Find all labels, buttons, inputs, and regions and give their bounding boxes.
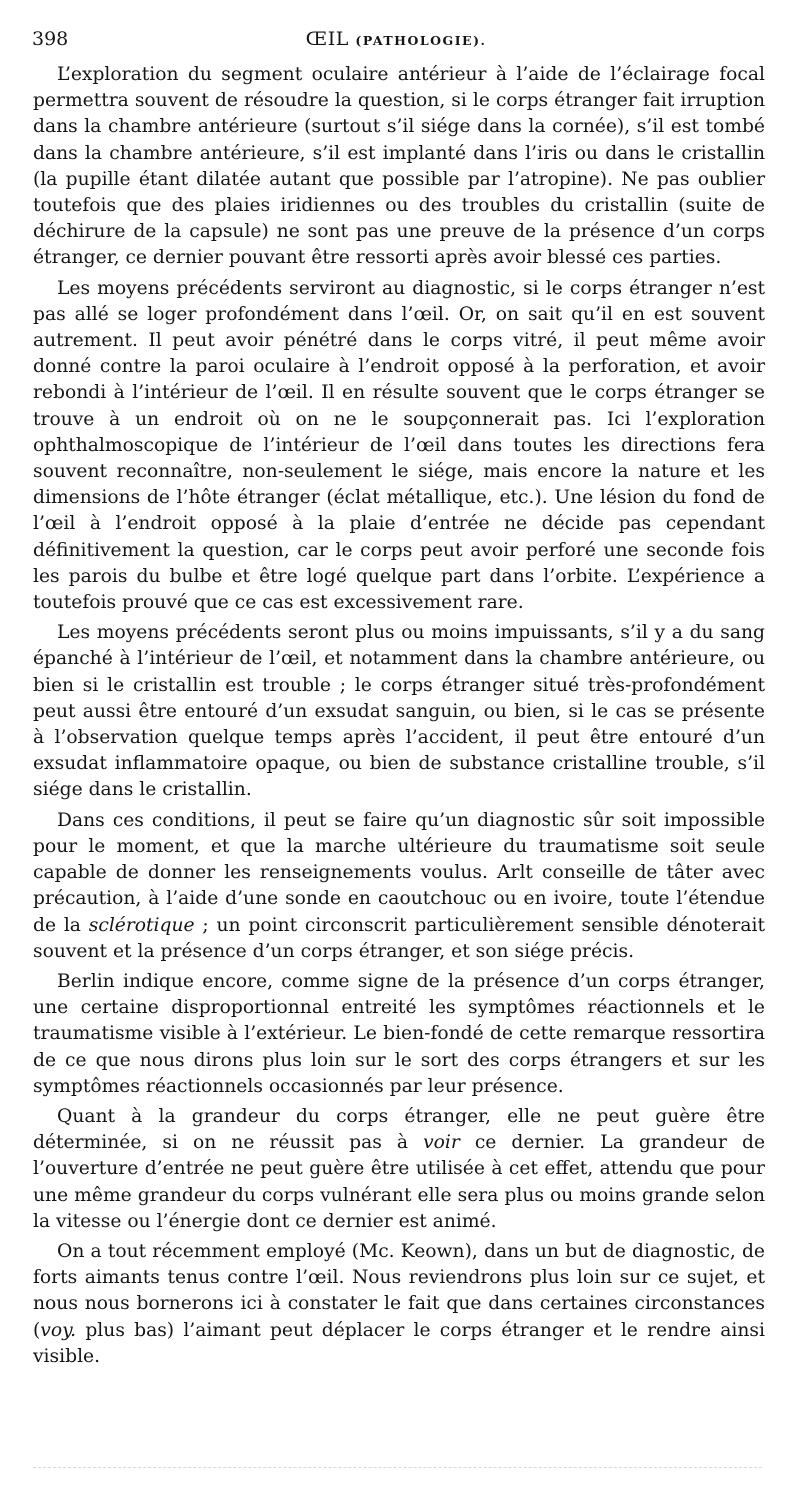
running-title-main: ŒIL xyxy=(305,28,349,50)
bleed-through-rule xyxy=(33,1467,762,1468)
paragraph-deep-foreign-body: Les moyens précédents serviront au diagnostic, si le corps étranger n’est pas allé se loger profondément dans l’œil. Or, on sait qu’il en est souvent autrement. Il peut avoir pénétré dans le corps vitré, il peut même avoir donné contre la paroi oculaire à l’endroit opposé à la perforation, et avoir rebondi à l’intérieur de l’œil. Il en résulte souvent que le corps étranger se trouve à un endroit où on ne le soupçonnerait pas. Ici l’exploration ophthalmoscopique de l’intérieur de l’œil dans toutes les directions fera souvent reconnaître, non-seulement le siége, mais encore la nature et les dimensions de l’hôte étranger (éclat métallique, etc.). Une lésion du fond de l’œil à l’endroit opposé à la plaie d’entrée ne décide pas cependant définitivement la question, car le corps peut avoir perforé une seconde fois les parois du bulbe et être logé quelque part dans l’orbite. L’expérience a toutefois prouvé que ce cas est excessivement rare. xyxy=(33,277,765,614)
paragraph-size xyxy=(33,1104,765,1235)
paragraph-text: ; un point circonscrit particulièrement sensible dénoterait souvent et la présence d’un corps étranger, et son siége précis. xyxy=(33,914,765,962)
paragraph-text: plus bas) l’aimant peut déplacer le corps étranger et le rendre ainsi visible. xyxy=(33,1319,765,1367)
running-title xyxy=(32,28,760,50)
italic-term: sclérotique xyxy=(88,914,195,936)
running-title-sub: (PATHOLOGIE). xyxy=(355,33,487,48)
paragraph-text: Quant à la grandeur du corps étranger, elle ne peut guère être déterminée, si on ne réussit pas à xyxy=(33,1105,765,1154)
paragraph-text: ce dernier. La grandeur de l’ouverture d’entrée ne peut guère être utilisée à cet effet, attendu que pour une même grandeur du corps vulnérant elle sera plus ou moins grande selon la vitesse ou l’énergie dont ce dernier est animé. xyxy=(33,1132,765,1232)
paragraph-magnets xyxy=(33,1239,765,1370)
italic-term: voy. xyxy=(40,1319,77,1341)
paragraph-arlt-probe xyxy=(33,808,765,965)
italic-term: voir xyxy=(423,1132,460,1154)
paragraph-text: Dans ces conditions, il peut se faire qu’un diagnostic sûr soit impossible pour le moment, et que la marche ultérieure du traumatisme soit seule capable de donner les renseignements voulus. Arlt conseille de tâter avec précaution, à l’aide d’une sonde en caoutchouc ou en ivoire, toute l’étendue de la xyxy=(33,809,765,936)
running-header xyxy=(32,28,760,58)
page-number: 398 xyxy=(32,28,69,50)
paragraph-berlin-sign: Berlin indique encore, comme signe de la présence d’un corps étranger, une certaine disproportionnal entreité les symptômes réactionnels et le traumatisme visible à l’extérieur. Le bien-fondé de cette remarque ressortira de ce que nous dirons plus loin sur le sort des corps étrangers et sur les symptômes réactionnels occasionnés par leur présence. xyxy=(33,970,765,1097)
paragraph-impuissants: Les moyens précédents seront plus ou moins impuissants, s’il y a du sang épanché à l’intérieur de l’œil, et notamment dans la chambre antérieure, ou bien si le cristallin est trouble ; le corps étranger situé très-profondément peut aussi être entouré d’un exsudat sanguin, ou bien, si le cas se présente à l’observation quelque temps après l’accident, il peut être entouré d’un exsudat inflammatoire opaque, ou bien de substance cristalline trouble, s’il siége dans le cristallin. xyxy=(33,622,765,801)
body-text xyxy=(33,62,765,1374)
paragraph-text: On a tout récemment employé (Mc. Keown), dans un but de diagnostic, de forts aimants tenus contre l’œil. Nous reviendrons plus loin sur ce sujet, et nous nous bornerons ici à constater le fait que dans certaines circonstances ( xyxy=(33,1240,765,1341)
paragraph-focal-exploration: L’exploration du segment oculaire antérieur à l’aide de l’éclairage focal permettra souvent de résoudre la question, si le corps étranger fait irruption dans la chambre antérieure (surtout s’il siége dans la cornée), s’il est tombé dans la chambre antérieure, s’il est implanté dans l’iris ou dans le cristallin (la pupille étant dilatée autant que possible par l’atropine). Ne pas oublier toutefois que des plaies iridiennes ou des troubles du cristallin (suite de déchirure de la capsule) ne sont pas une preuve de la présence d’un corps étranger, ce dernier pouvant être ressorti après avoir blessé ces parties. xyxy=(33,64,765,269)
